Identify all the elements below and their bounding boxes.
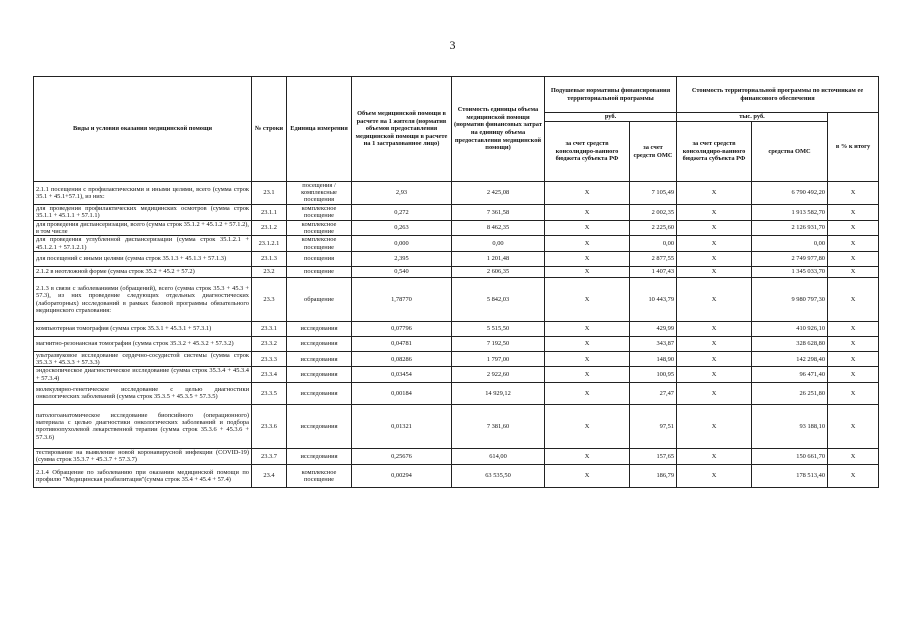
row-name-cell: эндоскопическое диагностическое исследование (сумма строк 35.3.4 + 45.3.4 + 57.3.4) — [34, 367, 252, 382]
row-cost-cell: 1 797,00 — [452, 352, 545, 367]
row-volume-cell: 0,08286 — [352, 352, 452, 367]
row-pc-budget-cell: X — [545, 267, 630, 278]
row-volume-cell: 0,07796 — [352, 322, 452, 337]
header-total-cost-group: Стоимость территориальной программы по источникам ее финансового обеспечения — [677, 77, 879, 113]
row-volume-cell: 2,395 — [352, 252, 452, 267]
row-cost-cell: 63 535,50 — [452, 464, 545, 487]
row-volume-cell: 0,00184 — [352, 382, 452, 404]
row-number-cell: 23.3.7 — [252, 448, 287, 464]
row-total-budget-cell: X — [677, 382, 752, 404]
row-pc-budget-cell: X — [545, 236, 630, 252]
row-number-cell: 23.4 — [252, 464, 287, 487]
row-unit-cell: исследования — [287, 382, 352, 404]
row-number-cell: 23.3.4 — [252, 367, 287, 382]
row-unit-cell: исследования — [287, 322, 352, 337]
row-pc-oms-cell: 148,90 — [630, 352, 677, 367]
row-percent-cell: X — [828, 404, 879, 448]
row-percent-cell: X — [828, 337, 879, 352]
row-pc-oms-cell: 186,79 — [630, 464, 677, 487]
row-percent-cell: X — [828, 352, 879, 367]
row-name-cell: для посещений с иными целями (сумма строк 35.1.3 + 45.1.3 + 57.1.3) — [34, 252, 252, 267]
row-cost-cell: 2 922,60 — [452, 367, 545, 382]
row-total-budget-cell: X — [677, 464, 752, 487]
row-unit-cell: комплексное посещение — [287, 220, 352, 235]
row-total-oms-cell: 150 661,70 — [752, 448, 828, 464]
row-total-budget-cell: X — [677, 367, 752, 382]
row-total-budget-cell: X — [677, 337, 752, 352]
row-volume-cell: 0,000 — [352, 236, 452, 252]
row-name-cell: тестирование на выявление новой коронавирусной инфекции (COVID-19) (сумма строк 35.3.7 + 45.3.7 + 57.3.7) — [34, 448, 252, 464]
header-pc-oms: за счет средств ОМС — [630, 122, 677, 182]
row-total-budget-cell: X — [677, 322, 752, 337]
row-cost-cell: 0,00 — [452, 236, 545, 252]
row-unit-cell: комплексное посещение — [287, 236, 352, 252]
row-number-cell: 23.2 — [252, 267, 287, 278]
row-unit-cell: посещения / комплексные посещения — [287, 182, 352, 205]
row-total-oms-cell: 9 980 797,30 — [752, 278, 828, 322]
row-total-oms-cell: 26 251,80 — [752, 382, 828, 404]
row-volume-cell: 1,78770 — [352, 278, 452, 322]
row-number-cell: 23.1.3 — [252, 252, 287, 267]
table-row — [34, 267, 879, 278]
row-cost-cell: 5 515,50 — [452, 322, 545, 337]
table-row — [34, 367, 879, 382]
row-number-cell: 23.3 — [252, 278, 287, 322]
row-number-cell: 23.1 — [252, 182, 287, 205]
row-percent-cell: X — [828, 267, 879, 278]
row-pc-budget-cell: X — [545, 220, 630, 235]
table-row — [34, 352, 879, 367]
table-body — [34, 182, 879, 488]
table-row — [34, 322, 879, 337]
row-percent-cell: X — [828, 278, 879, 322]
row-unit-cell: исследования — [287, 404, 352, 448]
header-total-budget: за счет средств консолидиро-ванного бюджета субъекта РФ — [677, 122, 752, 182]
row-total-oms-cell: 1 913 582,70 — [752, 204, 828, 220]
row-name-cell: ультразвуковое исследование сердечно-сосудистой системы (сумма строк 35.3.3 + 45.3.3 + 57.3.3) — [34, 352, 252, 367]
row-total-oms-cell: 328 628,80 — [752, 337, 828, 352]
row-total-oms-cell: 96 471,40 — [752, 367, 828, 382]
row-pc-oms-cell: 0,00 — [630, 236, 677, 252]
row-cost-cell: 5 842,03 — [452, 278, 545, 322]
row-cost-cell: 2 606,35 — [452, 267, 545, 278]
row-name-cell: для проведения углубленной диспансеризации (сумма строк 35.1.2.1 + 45.1.2.1 + 57.1.2.1) — [34, 236, 252, 252]
row-cost-cell: 2 425,08 — [452, 182, 545, 205]
header-unit-rub: руб. — [545, 113, 677, 122]
row-percent-cell: X — [828, 182, 879, 205]
row-cost-cell: 14 929,12 — [452, 382, 545, 404]
row-pc-budget-cell: X — [545, 382, 630, 404]
page-number: 3 — [449, 38, 456, 52]
row-name-cell: 2.1.4 Обращение по заболеванию при оказании медицинской помощи по профилю "Медицинская реабилитация"(сумма строк 35.4 + 45.4 + 57.4) — [34, 464, 252, 487]
row-pc-oms-cell: 1 407,43 — [630, 267, 677, 278]
row-cost-cell: 1 201,48 — [452, 252, 545, 267]
table-row — [34, 448, 879, 464]
row-unit-cell: посещения — [287, 252, 352, 267]
row-unit-cell: исследования — [287, 367, 352, 382]
row-total-oms-cell: 93 188,10 — [752, 404, 828, 448]
table-row — [34, 252, 879, 267]
row-total-budget-cell: X — [677, 182, 752, 205]
row-total-budget-cell: X — [677, 404, 752, 448]
header-total-oms: средства ОМС — [752, 122, 828, 182]
table-row — [34, 204, 879, 220]
row-pc-oms-cell: 10 443,79 — [630, 278, 677, 322]
row-total-budget-cell: X — [677, 278, 752, 322]
row-total-oms-cell: 178 513,40 — [752, 464, 828, 487]
row-total-oms-cell: 2 749 977,80 — [752, 252, 828, 267]
header-percent: в % к итогу — [828, 113, 879, 182]
row-volume-cell: 0,03454 — [352, 367, 452, 382]
row-unit-cell: обращение — [287, 278, 352, 322]
row-number-cell: 23.3.6 — [252, 404, 287, 448]
row-percent-cell: X — [828, 367, 879, 382]
row-pc-budget-cell: X — [545, 367, 630, 382]
header-pc-budget: за счет средств консолидиро-ванного бюджета субъекта РФ — [545, 122, 630, 182]
row-number-cell: 23.3.1 — [252, 322, 287, 337]
row-pc-oms-cell: 429,99 — [630, 322, 677, 337]
row-volume-cell: 0,00294 — [352, 464, 452, 487]
row-volume-cell: 0,540 — [352, 267, 452, 278]
row-total-budget-cell: X — [677, 352, 752, 367]
row-total-budget-cell: X — [677, 236, 752, 252]
row-name-cell: компьютерная томография (сумма строк 35.3.1 + 45.3.1 + 57.3.1) — [34, 322, 252, 337]
row-pc-oms-cell: 2 002,35 — [630, 204, 677, 220]
row-unit-cell: исследования — [287, 352, 352, 367]
row-percent-cell: X — [828, 204, 879, 220]
row-unit-cell: комплексное посещение — [287, 204, 352, 220]
row-number-cell: 23.1.2 — [252, 220, 287, 235]
row-cost-cell: 7 192,50 — [452, 337, 545, 352]
row-percent-cell: X — [828, 322, 879, 337]
row-pc-oms-cell: 7 105,49 — [630, 182, 677, 205]
row-percent-cell: X — [828, 236, 879, 252]
row-volume-cell: 0,01321 — [352, 404, 452, 448]
row-percent-cell: X — [828, 382, 879, 404]
row-pc-budget-cell: X — [545, 322, 630, 337]
table-row — [34, 182, 879, 205]
header-volume: Объем медицинской помощи в расчете на 1 жителя (норматив объемов предоставления медицинской помощи в расчете на 1 застрахованное лицо) — [352, 77, 452, 182]
row-total-oms-cell: 1 345 033,70 — [752, 267, 828, 278]
row-name-cell: 2.1.2 в неотложной форме (сумма строк 35.2 + 45.2 + 57.2) — [34, 267, 252, 278]
row-cost-cell: 614,00 — [452, 448, 545, 464]
header-unit-thous-rub: тыс. руб. — [677, 113, 828, 122]
row-total-budget-cell: X — [677, 252, 752, 267]
table-row — [34, 382, 879, 404]
row-pc-oms-cell: 100,95 — [630, 367, 677, 382]
table-row — [34, 337, 879, 352]
table-row — [34, 236, 879, 252]
row-volume-cell: 0,25676 — [352, 448, 452, 464]
row-unit-cell: исследования — [287, 448, 352, 464]
row-number-cell: 23.3.2 — [252, 337, 287, 352]
row-pc-oms-cell: 2 877,55 — [630, 252, 677, 267]
row-percent-cell: X — [828, 448, 879, 464]
row-pc-oms-cell: 97,51 — [630, 404, 677, 448]
row-pc-oms-cell: 157,65 — [630, 448, 677, 464]
row-pc-oms-cell: 343,87 — [630, 337, 677, 352]
row-total-oms-cell: 142 298,40 — [752, 352, 828, 367]
row-pc-budget-cell: X — [545, 352, 630, 367]
table-row — [34, 278, 879, 322]
row-pc-oms-cell: 2 225,60 — [630, 220, 677, 235]
row-unit-cell: исследования — [287, 337, 352, 352]
row-name-cell: магнитно-резонансная томография (сумма строк 35.3.2 + 45.3.2 + 57.3.2) — [34, 337, 252, 352]
row-number-cell: 23.1.1 — [252, 204, 287, 220]
table-row — [34, 464, 879, 487]
row-unit-cell: посещение — [287, 267, 352, 278]
row-pc-budget-cell: X — [545, 204, 630, 220]
row-total-budget-cell: X — [677, 204, 752, 220]
table-row — [34, 404, 879, 448]
row-pc-budget-cell: X — [545, 448, 630, 464]
row-name-cell: для проведения профилактических медицинских осмотров (сумма строк 35.1.1 + 45.1.1 + 57.1.1) — [34, 204, 252, 220]
row-cost-cell: 7 361,58 — [452, 204, 545, 220]
row-cost-cell: 8 462,35 — [452, 220, 545, 235]
row-cost-cell: 7 381,60 — [452, 404, 545, 448]
row-number-cell: 23.3.5 — [252, 382, 287, 404]
row-name-cell: 2.1.1 посещения с профилактическими и иными целями, всего (сумма строк 35.1 + 45.1+57.1), из них: — [34, 182, 252, 205]
row-percent-cell: X — [828, 220, 879, 235]
row-total-oms-cell: 6 790 492,20 — [752, 182, 828, 205]
row-total-oms-cell: 2 126 931,70 — [752, 220, 828, 235]
row-number-cell: 23.3.3 — [252, 352, 287, 367]
row-unit-cell: комплексное посещение — [287, 464, 352, 487]
row-volume-cell: 0,272 — [352, 204, 452, 220]
row-number-cell: 23.1.2.1 — [252, 236, 287, 252]
row-pc-budget-cell: X — [545, 182, 630, 205]
row-volume-cell: 0,04781 — [352, 337, 452, 352]
header-unit-cost: Стоимость единицы объема медицинской помощи (норматив финансовых затрат на единицу объема предоставления медицинской помощи) — [452, 77, 545, 182]
row-pc-budget-cell: X — [545, 404, 630, 448]
row-pc-budget-cell: X — [545, 278, 630, 322]
row-name-cell: патологоанатомическое исследование биопсийного (операционного) материала с целью диагностики онкологических заболеваний и подбора противоопухолевой лекарственной терапии (сумма строк 35.3.6 + 45.3.6 + 57.3.6) — [34, 404, 252, 448]
row-pc-budget-cell: X — [545, 252, 630, 267]
row-percent-cell: X — [828, 464, 879, 487]
row-volume-cell: 0,263 — [352, 220, 452, 235]
row-name-cell: 2.1.3 в связи с заболеваниями (обращений), всего (сумма строк 35.3 + 45.3 + 57.3), из них проведение следующих отдельных диагностических (лабораторных) исследований в рамках базовой программы обязательного медицинского страхования: — [34, 278, 252, 322]
row-name-cell: для проведения диспансеризации, всего (сумма строк 35.1.2 + 45.1.2 + 57.1.2), в том числе — [34, 220, 252, 235]
row-pc-budget-cell: X — [545, 337, 630, 352]
header-unit: Единица измерения — [287, 77, 352, 182]
header-name: Виды и условия оказания медицинской помощи — [34, 77, 252, 182]
header-per-capita-group: Подушевые нормативы финансирования территориальной программы — [545, 77, 677, 113]
row-total-oms-cell: 410 926,10 — [752, 322, 828, 337]
header-row-number: № строки — [252, 77, 287, 182]
row-total-oms-cell: 0,00 — [752, 236, 828, 252]
row-name-cell: молекулярно-генетическое исследование с целью диагностики онкологических заболеваний (сумма строк 35.3.5 + 45.3.5 + 57.3.5) — [34, 382, 252, 404]
row-total-budget-cell: X — [677, 220, 752, 235]
row-percent-cell: X — [828, 252, 879, 267]
program-cost-table — [33, 76, 879, 488]
row-pc-oms-cell: 27,47 — [630, 382, 677, 404]
row-volume-cell: 2,93 — [352, 182, 452, 205]
row-total-budget-cell: X — [677, 448, 752, 464]
table-row — [34, 220, 879, 235]
row-total-budget-cell: X — [677, 267, 752, 278]
row-pc-budget-cell: X — [545, 464, 630, 487]
